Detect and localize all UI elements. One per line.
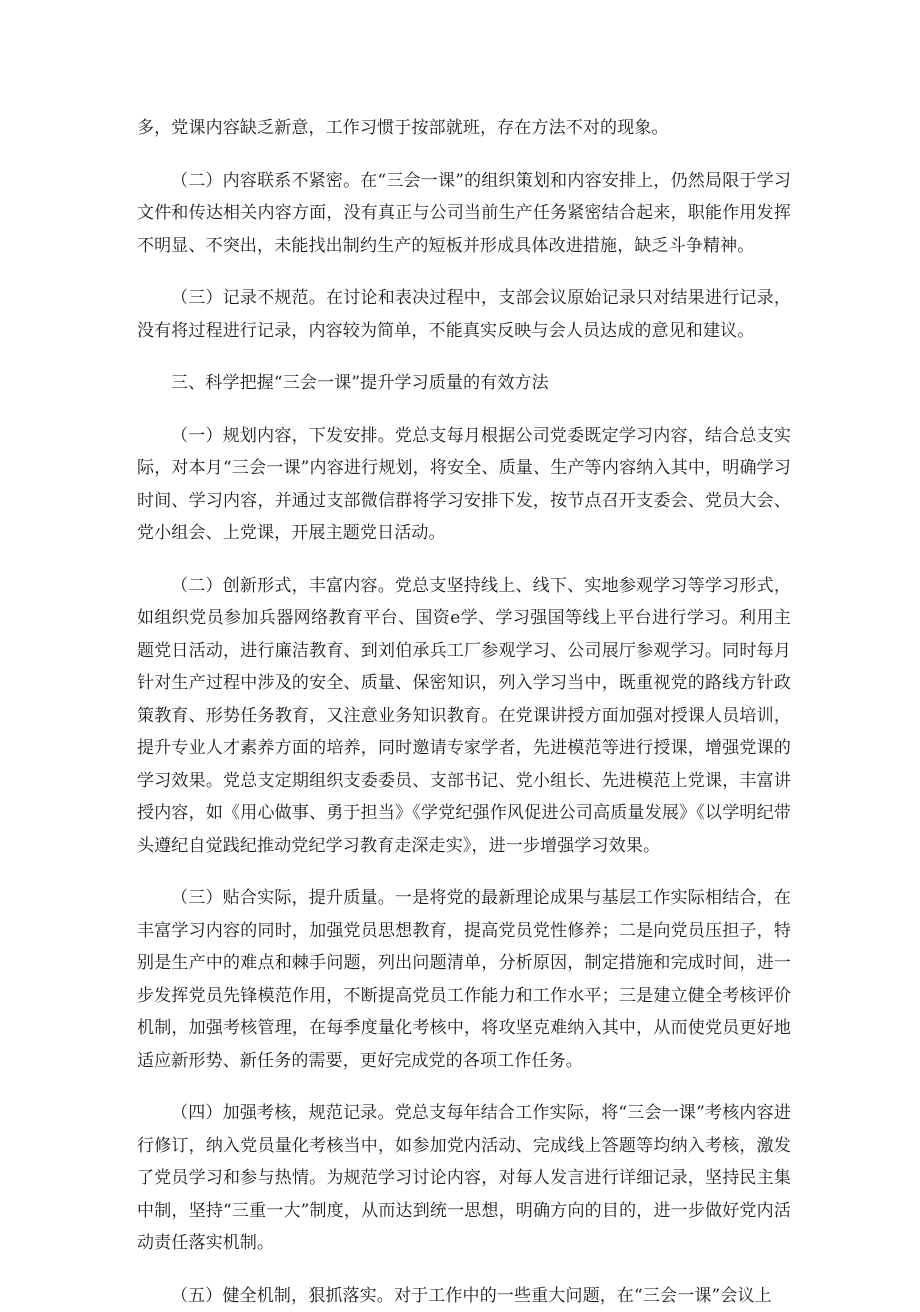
paragraph-continuation: 多，党课内容缺乏新意，工作习惯于按部就班，存在方法不对的现象。 <box>137 112 791 145</box>
section-heading-3: 三、科学把握“三会一课”提升学习质量的有效方法 <box>137 367 791 400</box>
paragraph-section-2-2: （二）内容联系不紧密。在“三会一课”的组织策划和内容安排上，仍然局限于学习文件和传达相关内容方面，没有真正与公司当前生产任务紧密结合起来，职能作用发挥不明显、不突出，未能找出制约生产的短板并形成具体改进措施，缺乏斗争精神。 <box>137 165 791 263</box>
document-page <box>137 112 791 1312</box>
paragraph-section-3-4: （四）加强考核，规范记录。党总支每年结合工作实际，将“三会一课”考核内容进行修订，纳入党员量化考核当中，如参加党内活动、完成线上答题等均纳入考核，激发了党员学习和参与热情。为规范学习讨论内容，对每人发言进行详细记录，坚持民主集中制，坚持“三重一大”制度，从而达到统一思想，明确方向的目的，进一步做好党内活动责任落实机制。 <box>137 1097 791 1260</box>
paragraph-section-2-3: （三）记录不规范。在讨论和表决过程中，支部会议原始记录只对结果进行记录，没有将过程进行记录，内容较为简单，不能真实反映与会人员达成的意见和建议。 <box>137 282 791 347</box>
paragraph-section-3-2: （二）创新形式，丰富内容。党总支坚持线上、线下、实地参观学习等学习形式，如组织党员参加兵器网络教育平台、国资e学、学习强国等线上平台进行学习。利用主题党日活动，进行廉洁教育、到刘伯承兵工厂参观学习、公司展厅参观学习。同时每月针对生产过程中涉及的安全、质量、保密知识，列入学习当中，既重视党的路线方针政策教育、形势任务教育，又注意业务知识教育。在党课讲授方面加强对授课人员培训，提升专业人才素养方面的培养，同时邀请专家学者，先进模范等进行授课，增强党课的学习效果。党总支定期组织支委委员、支部书记、党小组长、先进模范上党课，丰富讲授内容，如《用心做事、勇于担当》《学党纪强作风促进公司高质量发展》《以学明纪带头遵纪自觉践纪推动党纪学习教育走深走实》，进一步增强学习效果。 <box>137 570 791 863</box>
paragraph-section-3-3: （三）贴合实际，提升质量。一是将党的最新理论成果与基层工作实际相结合，在丰富学习内容的同时，加强党员思想教育，提高党员党性修养；二是向党员压担子，特别是生产中的难点和棘手问题，列出问题清单，分析原因，制定措施和完成时间，进一步发挥党员先锋模范作用，不断提高党员工作能力和工作水平；三是建立健全考核评价机制，加强考核管理，在每季度量化考核中，将攻坚克难纳入其中，从而使党员更好地适应新形势、新任务的需要，更好完成党的各项工作任务。 <box>137 882 791 1077</box>
paragraph-section-3-1: （一）规划内容，下发安排。党总支每月根据公司党委既定学习内容，结合总支实际，对本月“三会一课”内容进行规划，将安全、质量、生产等内容纳入其中，明确学习时间、学习内容，并通过支部微信群将学习安排下发，按节点召开支委会、党员大会、党小组会、上党课，开展主题党日活动。 <box>137 420 791 550</box>
paragraph-section-3-5: （五）健全机制，狠抓落实。对于工作中的一些重大问题，在“三会一课”会议上 <box>137 1280 791 1312</box>
